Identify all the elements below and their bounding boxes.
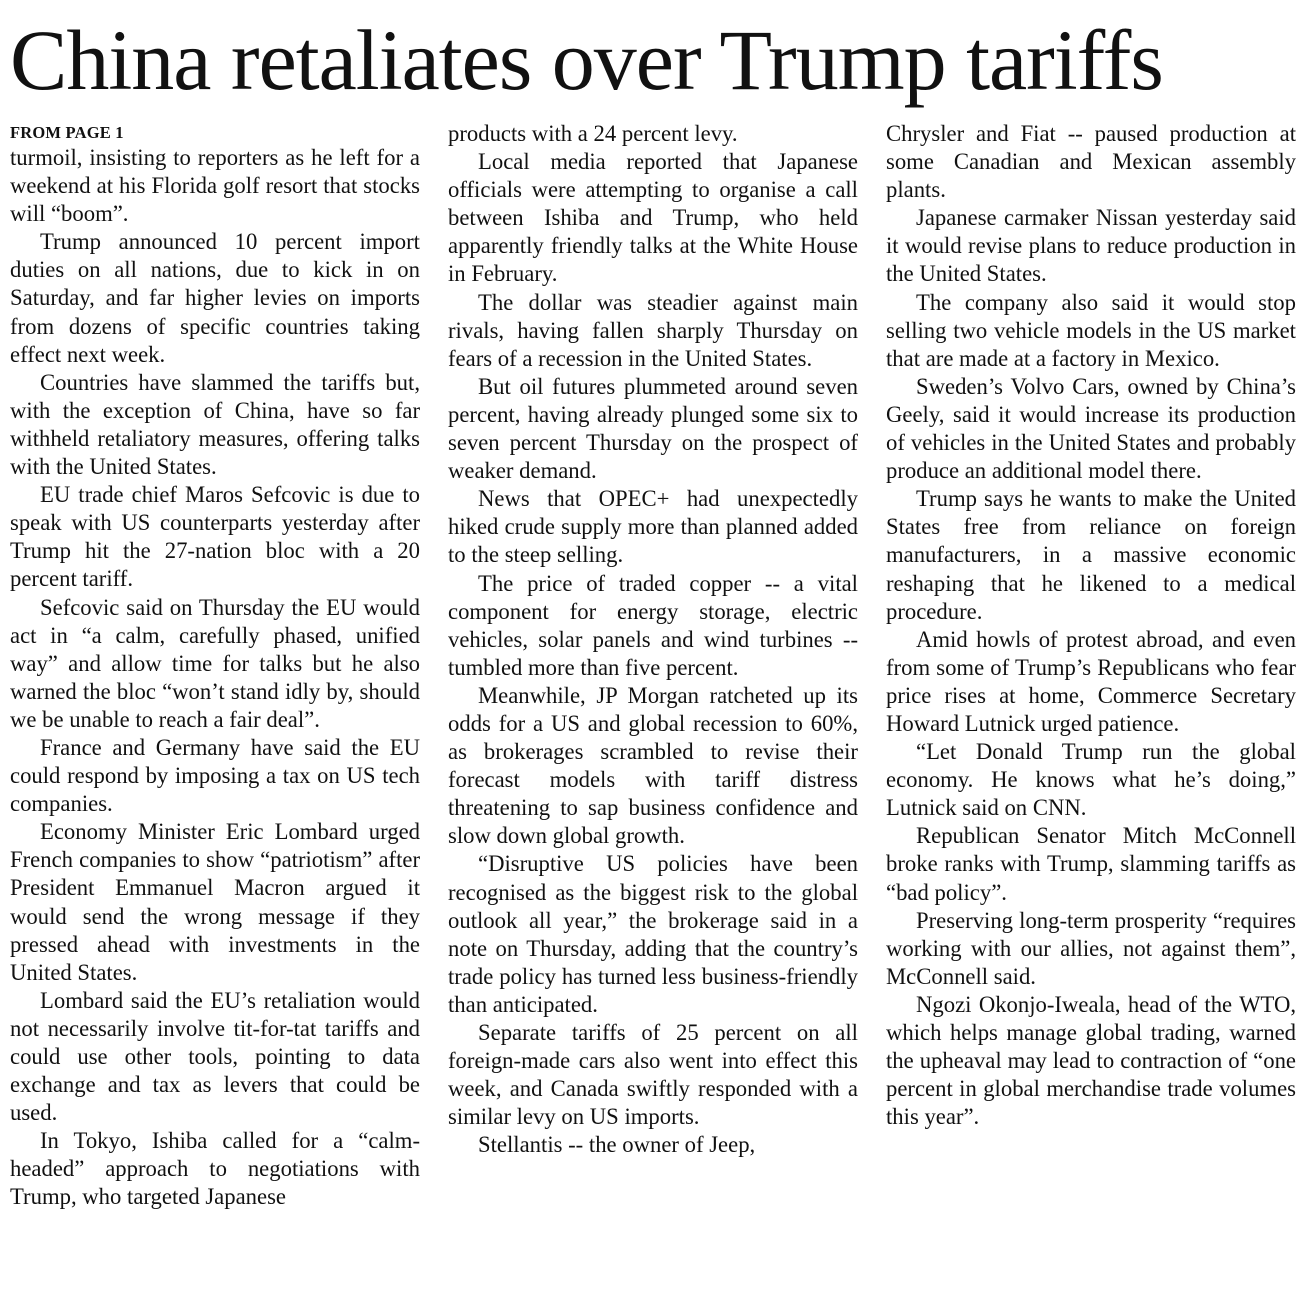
paragraph: turmoil, insisting to reporters as he left for a weekend at his Florida golf resort that stocks will “boom”. (10, 145, 420, 227)
paragraph: Sweden’s Volvo Cars, owned by China’s Geely, said it would increase its production of vehicles in the United States and probably produce an additional model there. (886, 373, 1296, 484)
paragraph: The dollar was steadier against main rivals, having fallen sharply Thursday on fears of a recession in the United States. (448, 289, 858, 371)
headline: China retaliates over Trump tariffs (10, 12, 1163, 108)
paragraph: Sefcovic said on Thursday the EU would act in “a calm, carefully phased, unified way” and allow time for talks but he also warned the bloc “won’t stand idly by, should we be unable to reach a fair deal”. (10, 594, 420, 732)
paragraph: Japanese carmaker Nissan yesterday said it would revise plans to reduce production in the United States. (886, 205, 1296, 287)
paragraph: products with a 24 percent levy. (448, 121, 738, 146)
paragraph: France and Germany have said the EU could respond by imposing a tax on US tech companies. (10, 734, 420, 817)
paragraph: “Disruptive US policies have been recognised as the biggest risk to the global outlook all year,” the brokerage said in a note on Thursday, adding that the country’s trade policy has turned less business-friendly than anticipated. (448, 851, 858, 1017)
paragraph: But oil futures plummeted around seven percent, having already plunged some six to seven percent Thursday on the prospect of weaker demand. (448, 373, 858, 484)
paragraph: Countries have slammed the tariffs but, with the exception of China, have so far withheld retaliatory measures, offering talks with the United States. (10, 369, 420, 480)
paragraph: Lombard said the EU’s retaliation would not necessarily involve tit-for-tat tariffs and could use other tools, pointing to data exchange and tax as levers that could be used. (10, 987, 420, 1126)
paragraph: Preserving long-term prosperity “requires working with our allies, not against them”, McConnell said. (886, 907, 1296, 989)
article-column-1 (10, 120, 420, 1300)
paragraph: Economy Minister Eric Lombard urged French companies to show “patriotism” after President Emmanuel Macron argued it would send the wrong message if they pressed ahead with investments in the United States. (10, 819, 420, 985)
paragraph: Chrysler and Fiat -- paused production at some Canadian and Mexican assembly plants. (886, 121, 1296, 203)
paragraph: In Tokyo, Ishiba called for a “calm-headed” approach to negotiations with Trump, who targeted Japanese (10, 1128, 420, 1210)
paragraph: Local media reported that Japanese officials were attempting to organise a call between Ishiba and Trump, who held apparently friendly talks at the White House in February. (448, 149, 858, 287)
paragraph: Republican Senator Mitch McConnell broke ranks with Trump, slamming tariffs as “bad policy”. (886, 823, 1296, 905)
paragraph: The company also said it would stop selling two vehicle models in the US market that are made at a factory in Mexico. (886, 289, 1296, 371)
article-column-3 (886, 120, 1296, 1300)
paragraph: Meanwhile, JP Morgan ratcheted up its odds for a US and global recession to 60%, as brokerages scrambled to revise their forecast models with tariff distress threatening to sap business confidence and slow down global growth. (448, 682, 858, 849)
paragraph: Ngozi Okonjo-Iweala, head of the WTO, which helps manage global trading, warned the upheaval may lead to contraction of “one percent in global merchandise trade volumes this year”. (886, 991, 1296, 1130)
paragraph: “Let Donald Trump run the global economy. He knows what he’s doing,” Lutnick said on CNN. (886, 739, 1296, 821)
paragraph: News that OPEC+ had unexpectedly hiked crude supply more than planned added to the steep selling. (448, 486, 858, 568)
paragraph: Amid howls of protest abroad, and even from some of Trump’s Republicans who fear price rises at home, Commerce Secretary Howard Lutnick urged patience. (886, 626, 1296, 736)
continued-from-label: FROM PAGE 1 (10, 123, 124, 142)
paragraph: Separate tariffs of 25 percent on all foreign-made cars also went into effect this week, and Canada swiftly responded with a similar levy on US imports. (448, 1020, 858, 1130)
paragraph: Trump announced 10 percent import duties on all nations, due to kick in on Saturday, and far higher levies on imports from dozens of specific countries taking effect next week. (10, 229, 420, 367)
article-column-2 (448, 120, 858, 1300)
paragraph: EU trade chief Maros Sefcovic is due to speak with US counterparts yesterday after Trump hit the 27-nation bloc with a 20 percent tariff. (10, 482, 420, 592)
paragraph: Stellantis -- the owner of Jeep, (478, 1132, 756, 1158)
paragraph: Trump says he wants to make the United States free from reliance on foreign manufacturers, in a massive economic reshaping that he likened to a medical procedure. (886, 486, 1296, 624)
paragraph: The price of traded copper -- a vital component for energy storage, electric vehicles, solar panels and wind turbines -- tumbled more than five percent. (448, 570, 858, 680)
